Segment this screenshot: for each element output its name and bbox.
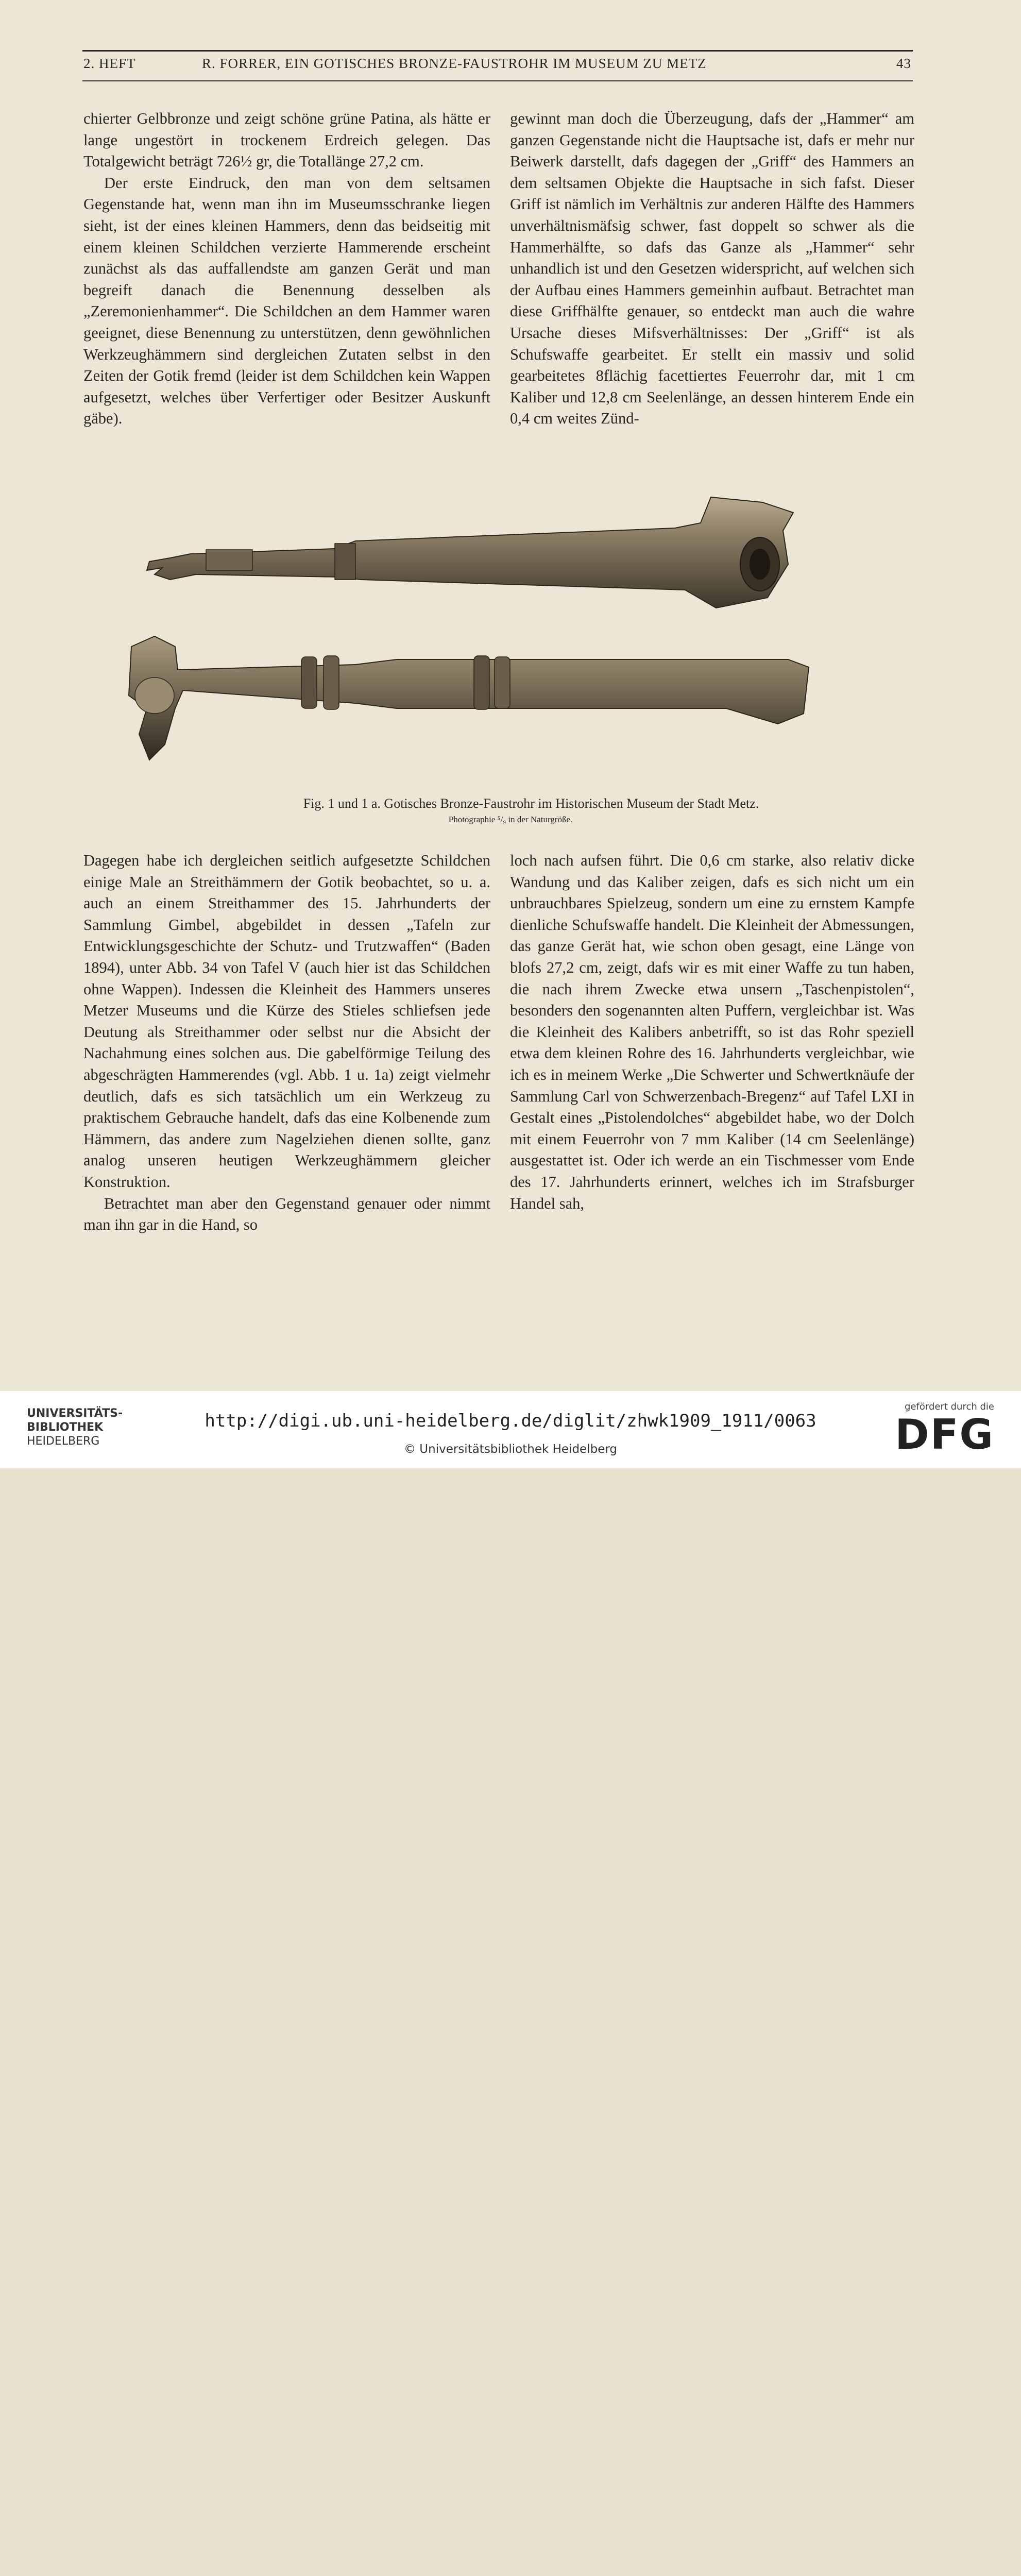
object-top-view (147, 497, 793, 608)
header-left: 2. HEFT (83, 56, 136, 71)
funding-note: gefördert durch die (905, 1401, 994, 1412)
top-rule (82, 50, 913, 52)
paragraph: Der erste Eindruck, den man von dem seltsamen Gegenstande hat, wenn man ihn im Museumsschranke liegen sieht, ist der eines kleinen Hammers, denn das beidseitig mit einem kleinen Schildchen verzierte Hammerende erscheint zunächst als das auffallendste am ganzen Gerät und man begreift danach die Benennung desselben als „Zeremonienhammer“. Die Schildchen an dem Hammer waren geeignet, diese Benennung zu unterstützen, denn gewöhnlichen Werkzeughämmern sind dergleichen Zutaten selbst in den Zeiten der Gotik fremd (leider ist dem Schildchen kein Wappen aufgesetzt, welches über Verfertiger oder Besitzer Auskunft gäbe). (83, 174, 490, 428)
object-side-view (129, 636, 809, 760)
bottom-left-column (83, 850, 490, 1236)
paragraph: chierter Gelbbronze und zeigt schöne grüne Patina, als hätte er lange ungestört in trockenem Erdreich gelegen. Das Totalgewicht beträgt 726½ gr, die Totallänge 27,2 cm. (83, 110, 490, 171)
top-right-column (510, 108, 914, 430)
permalink[interactable]: http://digi.ub.uni-heidelberg.de/diglit/zhwk1909_1911/0063 (205, 1411, 816, 1431)
header-title: R. FORRER, EIN GOTISCHES BRONZE-FAUSTROHR IM MUSEUM ZU METZ (202, 56, 707, 71)
header-rule (82, 80, 913, 81)
library-line: UNIVERSITÄTS- (27, 1407, 123, 1420)
bronze-hand-cannon-photograph (118, 492, 876, 811)
copyright-notice: © Universitätsbibliothek Heidelberg (403, 1443, 617, 1456)
paragraph: gewinnt man doch die Überzeugung, dafs der „Hammer“ am ganzen Gegenstande nicht die Hauptsache ist, dafs er mehr nur Beiwerk darstellt, dafs dagegen der „Griff“ des Hammers an dem seltsamen Objekte die Hauptsache in sich fafst. Dieser Griff ist nämlich im Verhältnis zur anderen Hälfte des Hammers unverhältnismäfsig schwer, fast doppelt so schwer als die Hammerhälfte, so dafs das Ganze als „Hammer“ sehr unhandlich ist und den Gesetzen widerspricht, auf welchen sich der Aufbau eines Hammers gemeinhin aufbaut. Betrachtet man diese Griffhälfte genauer, so entdeckt man auch die wahre Ursache dieses Mifsverhältnisses: Der „Griff“ ist als Schufswaffe gearbeitet. Er stellt ein massiv und solid gearbeitetes 8flächig facettiertes Feuerrohr dar, mit 1 cm Kaliber und 12,8 cm Seelenlänge, an dessen hinterem Ende ein 0,4 cm weites Zünd- (510, 110, 914, 428)
bottom-right-column (510, 850, 914, 1214)
paragraph: Betrachtet man aber den Gegenstand genauer oder nimmt man ihn gar in die Hand, so (83, 1194, 490, 1234)
figure-caption: Fig. 1 und 1 a. Gotisches Bronze-Faustrohr im Historischen Museum der Stadt Metz. (303, 796, 759, 811)
paragraph: loch nach aufsen führt. Die 0,6 cm starke, also relativ dicke Wandung und das Kaliber zeigen, dafs es sich nicht um ein unbrauchbares Spielzeug, sondern um eine zu ernstem Kampfe dienliche Schufswaffe handelt. Die Kleinheit der Abmessungen, das ganze Gerät hat, wie schon oben gesagt, eine Länge von blofs 27,2 cm, zeigt, dafs wir es mit einer Waffe zu tun haben, die nach ihrem Zwecke etwa unsern „Taschenpistolen“, besonders den sogenannten alten Puffern, vergleichbar ist. Was die Kleinheit des Kalibers anbetrifft, so ist das Rohr speziell etwa dem kleinen Rohre des 16. Jahrhunderts vergleichbar, wie ich es in meinem Werke „Die Schwerter und Schwertknäufe der Sammlung Carl von Schwerzenbach-Bregenz“ auf Tafel LXI in Gestalt eines „Pistolendolches“ abgebildet habe, wo der Dolch mit einem Feuerrohr von 7 mm Kaliber (14 cm Seelenlänge) ausgestattet ist. Oder ich werde an ein Tischmesser vom Ende des 17. Jahrhunderts erinnert, welches ich im Strafsburger Handel sah, (510, 852, 914, 1212)
paragraph: Dagegen habe ich dergleichen seitlich aufgesetzte Schildchen einige Male an Streithämmern der Gotik beobachtet, so u. a. auch an einem Streithammer des 15. Jahrhunderts der Sammlung Gimbel, abgebildet in dessen „Tafeln zur Entwicklungsgeschichte der Schutz- und Trutzwaffen“ (Baden 1894), unter Abb. 34 von Tafel V (auch hier ist das Schildchen ohne Wappen). Indessen die Kleinheit des Hammers unseres Metzer Museums und die Kürze des Stieles schliefsen jede Deutung als Streithammer oder selbst nur die Absicht der Nachahmung eines solchen aus. Die gabelförmige Teilung des abgeschrägten Hammerendes (vgl. Abb. 1 u. 1a) zeigt vielmehr deutlich, dafs es sich tatsächlich um ein Werkzeug zu praktischem Gebrauche handelt, dafs das eine Kolbenende zum Hämmern, das andere zum Nagelziehen dienen sollte, ganz analog unseren heutigen Werkzeughämmern gleicher Konstruktion. (83, 852, 490, 1191)
dfg-logo[interactable]: DFG (895, 1411, 994, 1459)
top-left-column (83, 108, 490, 430)
library-line: BIBLIOTHEK (27, 1421, 104, 1434)
header-page-number: 43 (896, 56, 911, 71)
figure-subcaption: Photographie ⁵/₉ in der Naturgröße. (448, 815, 573, 824)
library-line: HEIDELBERG (27, 1435, 100, 1448)
